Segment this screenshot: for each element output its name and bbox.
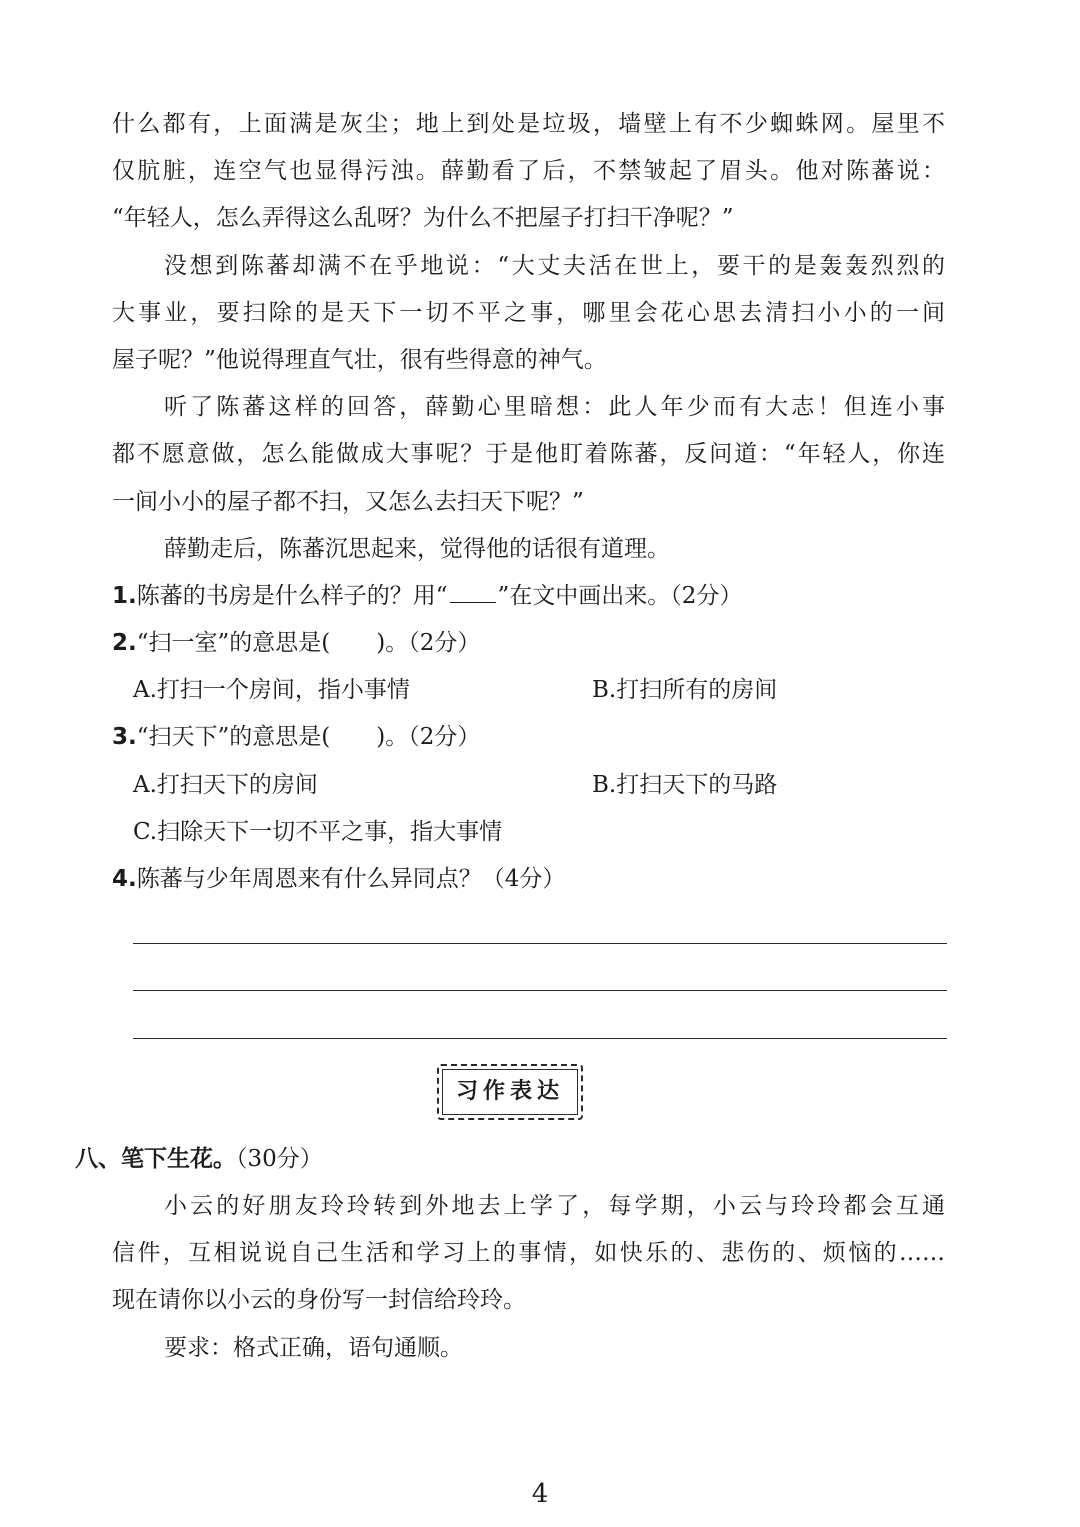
prompt-line: 现在请你以小云的身份写一封信给玲玲。 <box>112 1287 526 1314</box>
question-text: 陈蕃的书房是什么样子的？用“ <box>136 582 448 609</box>
question-2 <box>112 620 945 667</box>
answer-line <box>133 990 947 991</box>
question-2-options <box>112 667 945 714</box>
passage-line: 大事业，要扫除的是天下一切不平之事，哪里会花心思去清扫小小的一间 <box>112 299 945 326</box>
question-text: 陈蕃与少年周恩来有什么异同点？（4分） <box>136 866 566 892</box>
question-4 <box>112 856 945 903</box>
passage-line: 薛勤走后，陈蕃沉思起来，觉得他的话很有道理。 <box>164 535 670 562</box>
page-number: 4 <box>531 1479 549 1509</box>
section-heading-box: 习作表达 <box>437 1064 583 1120</box>
question-3 <box>112 714 945 761</box>
prompt-line: 小云的好朋友玲玲转到外地去上学了，每学期，小云与玲玲都会互通 <box>164 1193 945 1219</box>
question-text: “扫一室”的意思是( )。（2分） <box>136 630 481 657</box>
answer-line <box>133 1038 947 1039</box>
passage-line: 仅肮脏，连空气也显得污浊。薛勤看了后，不禁皱起了眉头。他对陈蕃说： <box>112 158 945 185</box>
question-text: ”在文中画出来。（2分） <box>497 582 743 609</box>
question-number: 4. <box>112 866 137 892</box>
option-a: A.打扫一个房间，指小事情 <box>133 677 410 704</box>
option-b: B.打扫所有的房间 <box>592 677 778 704</box>
writing-section-title <box>75 1136 323 1183</box>
question-number: 1. <box>112 582 137 609</box>
answer-line <box>133 943 947 944</box>
passage-line: 什么都有，上面满是灰尘；地上到处是垃圾，墙壁上有不少蜘蛛网。屋里不 <box>112 111 945 137</box>
question-3-options <box>112 762 945 809</box>
passage-line: 一间小小的屋子都不扫，又怎么去扫天下呢？” <box>112 488 584 515</box>
reading-passage <box>112 101 945 903</box>
section-score: （30分） <box>236 1146 323 1172</box>
option-c: C.扫除天下一切不平之事，指大事情 <box>133 818 503 845</box>
underline-sample <box>450 582 496 603</box>
passage-line: 没想到陈蕃却满不在乎地说：“大丈夫活在世上，要干的是轰轰烈烈的 <box>164 252 945 279</box>
prompt-line: 要求：格式正确，语句通顺。 <box>164 1334 463 1361</box>
section-title-text: 八、笔下生花。 <box>75 1146 236 1172</box>
question-number: 3. <box>112 724 137 751</box>
prompt-line: 信件，互相说说自己生活和学习上的事情，如快乐的、悲伤的、烦恼的…… <box>112 1240 945 1267</box>
passage-line: 听了陈蕃这样的回答，薛勤心里暗想：此人年少而有大志！但连小事 <box>164 394 945 421</box>
passage-line: 屋子呢？”他说得理直气壮，很有些得意的神气。 <box>112 346 607 373</box>
question-text: “扫天下”的意思是( )。（2分） <box>136 724 481 751</box>
question-number: 2. <box>112 630 137 657</box>
passage-line: “年轻人，怎么弄得这么乱呀？为什么不把屋子打扫干净呢？” <box>112 205 734 232</box>
option-b: B.打扫天下的马路 <box>592 771 778 798</box>
writing-prompt <box>112 1183 945 1372</box>
question-3-options <box>112 809 945 856</box>
option-a: A.打扫天下的房间 <box>133 771 318 798</box>
question-1 <box>112 573 945 620</box>
passage-line: 都不愿意做，怎么能做成大事呢？于是他盯着陈蕃，反问道：“年轻人，你连 <box>112 441 945 468</box>
